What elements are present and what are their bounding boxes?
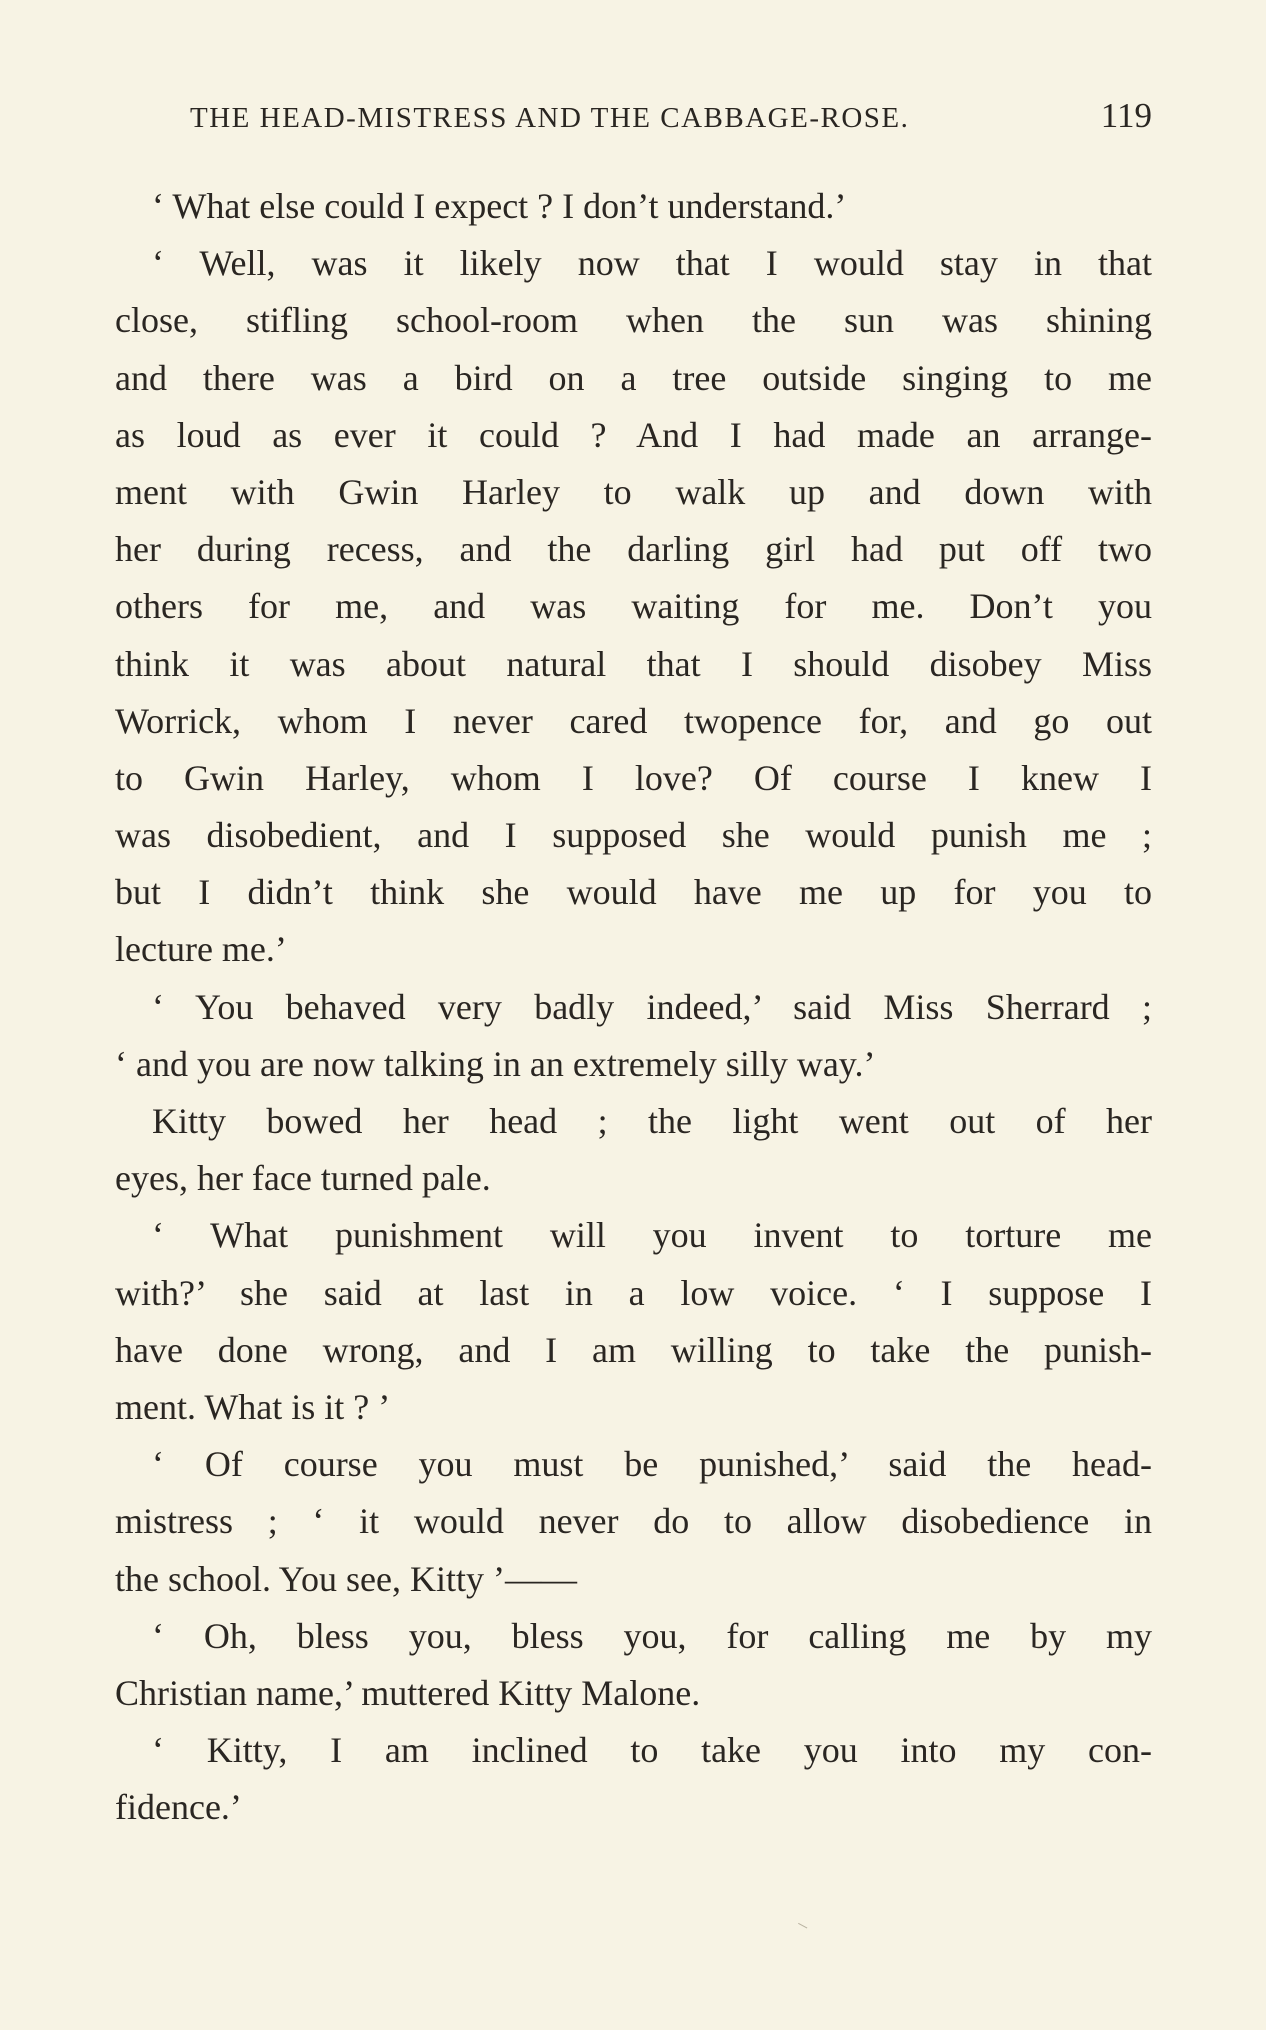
- text-line: was disobedient, and I supposed she would punish me ;: [115, 815, 1152, 856]
- text-line: ‘ Kitty, I am inclined to take you into my con-: [152, 1730, 1152, 1771]
- running-head: [190, 96, 1152, 144]
- text-line: ment with Gwin Harley to walk up and down with: [115, 471, 1152, 512]
- text-line: lecture me.’: [115, 929, 287, 970]
- text-line: ‘ Oh, bless you, bless you, for calling me by my: [152, 1615, 1152, 1656]
- text-line: others for me, and was waiting for me. Don’t you: [115, 586, 1152, 627]
- text-line: her during recess, and the darling girl had put off two: [115, 529, 1152, 570]
- text-line: Kitty bowed her head ; the light went out of her: [152, 1101, 1152, 1141]
- text-line: with?’ she said at last in a low voice. ‘ I suppose I: [115, 1272, 1152, 1313]
- text-line: as loud as ever it could ? And I had made an arrange-: [115, 414, 1152, 455]
- text-line: eyes, her face turned pale.: [115, 1158, 491, 1199]
- running-title: THE HEAD-MISTRESS AND THE CABBAGE-ROSE.: [190, 102, 910, 134]
- text-line: have done wrong, and I am willing to take the punish-: [115, 1329, 1152, 1370]
- text-line: ‘ Of course you must be punished,’ said the head-: [152, 1444, 1152, 1485]
- text-line: Christian name,’ muttered Kitty Malone.: [115, 1672, 701, 1713]
- text-line: Worrick, whom I never cared twopence for, and go out: [115, 700, 1152, 741]
- text-line: and there was a bird on a tree outside singing to me: [115, 357, 1152, 398]
- text-line: mistress ; ‘ it would never do to allow disobedience in: [115, 1501, 1152, 1542]
- text-line: ‘ and you are now talking in an extremely silly way.’: [115, 1043, 876, 1084]
- text-line: the school. You see, Kitty ’——: [115, 1558, 577, 1599]
- body-text: [115, 178, 1152, 1836]
- paper-speck: [797, 1923, 808, 1931]
- page-number: 119: [1100, 96, 1152, 135]
- text-line: ‘ Well, was it likely now that I would stay in that: [152, 243, 1152, 284]
- text-line: ment. What is it ? ’: [115, 1386, 391, 1427]
- text-line: fidence.’: [115, 1787, 242, 1828]
- text-line: to Gwin Harley, whom I love? Of course I knew I: [115, 757, 1152, 798]
- text-line: close, stifling school-room when the sun was shining: [115, 300, 1152, 341]
- text-line: but I didn’t think she would have me up for you to: [115, 872, 1152, 913]
- text-line: ‘ What punishment will you invent to torture me: [152, 1215, 1152, 1256]
- text-line: ‘ You behaved very badly indeed,’ said Miss Sherrard ;: [152, 986, 1152, 1027]
- text-line: think it was about natural that I should disobey Miss: [115, 643, 1152, 684]
- text-line: ‘ What else could I expect ? I don’t understand.’: [152, 186, 847, 226]
